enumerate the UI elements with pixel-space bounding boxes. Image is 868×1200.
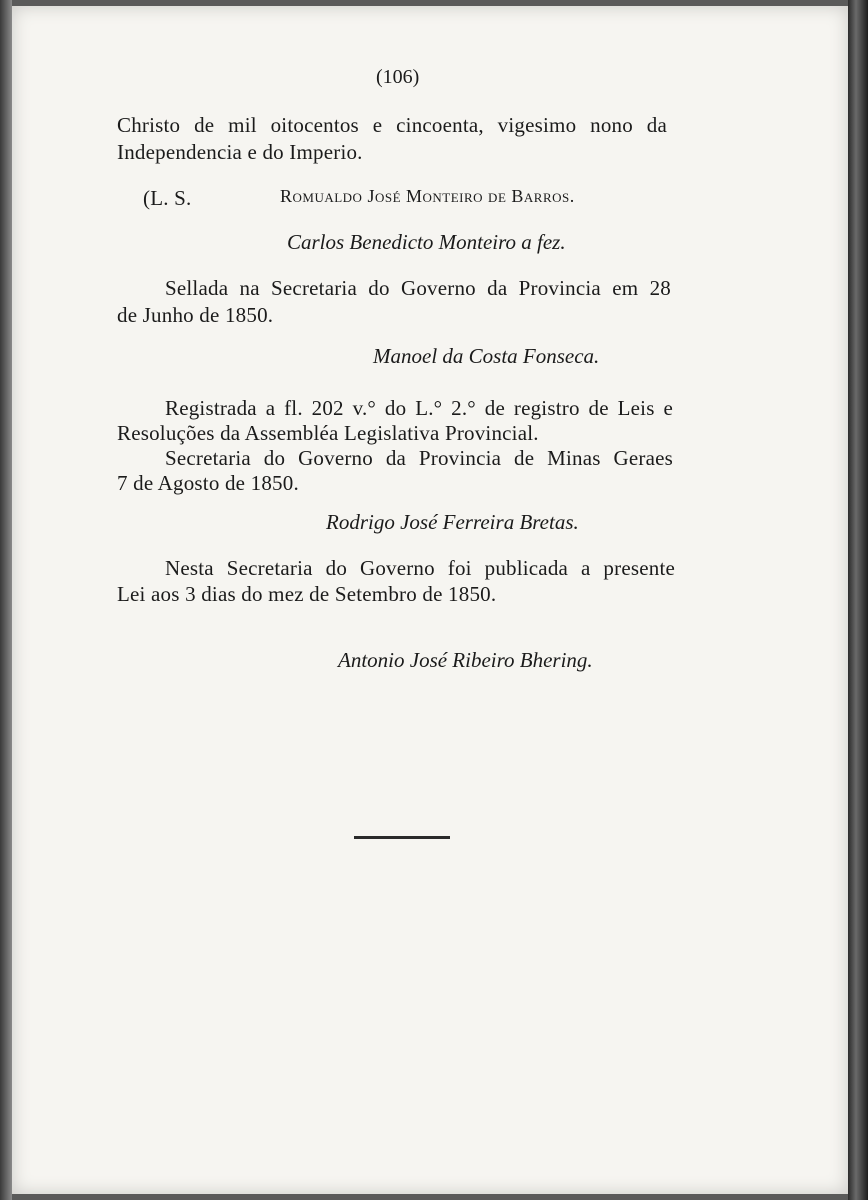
registered-line-1: Registrada a fl. 202 v.° do L.° 2.° de registro de Leis e — [165, 396, 673, 420]
sealed-line-2: de Junho de 1850. — [117, 303, 274, 327]
section-divider — [354, 836, 450, 839]
seal-mark: (L. S. — [143, 186, 192, 210]
signatory-manoel: Manoel da Costa Fonseca. — [373, 344, 600, 368]
published-line-2: Lei aos 3 dias do mez de Setembro de 1850. — [117, 582, 497, 606]
clerk-carlos: Carlos Benedicto Monteiro a fez. — [287, 230, 566, 254]
registered-line-2: Resoluções da Assembléa Legislativa Provincial. — [117, 421, 539, 445]
signatory-rodrigo: Rodrigo José Ferreira Bretas. — [326, 510, 579, 534]
page-number: (106) — [376, 66, 420, 88]
signatory-romualdo: Romualdo José Monteiro de Barros. — [280, 186, 575, 206]
page-left-edge — [0, 0, 12, 1200]
published-line-1: Nesta Secretaria do Governo foi publicada a presente — [165, 556, 675, 580]
secretaria-line-2: 7 de Agosto de 1850. — [117, 471, 299, 495]
text-line-1: Christo de mil oitocentos e cincoenta, vigesimo nono da — [117, 113, 667, 137]
sealed-line-1: Sellada na Secretaria do Governo da Provincia em 28 — [165, 276, 671, 300]
secretaria-line-1: Secretaria do Governo da Provincia de Minas Geraes — [165, 446, 673, 470]
text-line-2: Independencia e do Imperio. — [117, 140, 363, 164]
page-right-edge — [848, 0, 868, 1200]
signatory-antonio: Antonio José Ribeiro Bhering. — [338, 648, 593, 672]
